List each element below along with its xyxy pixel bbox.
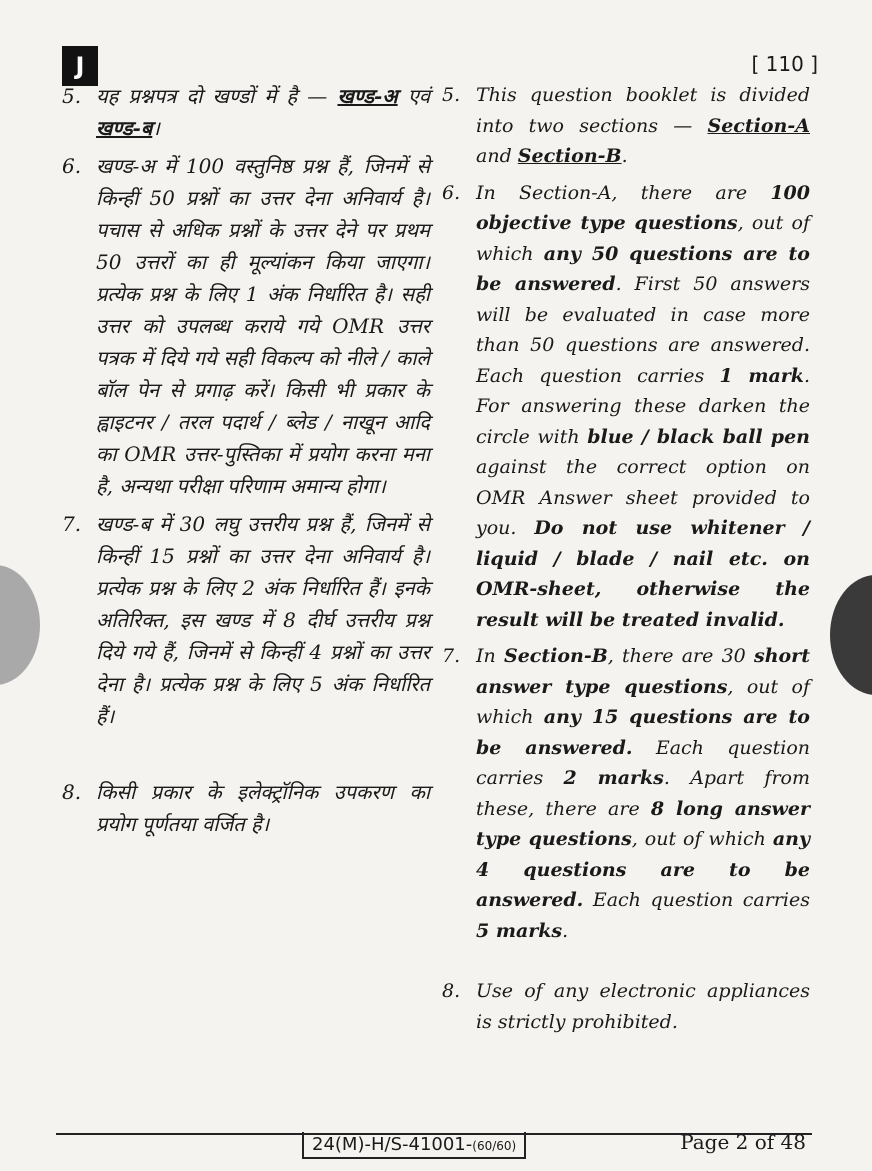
right-edge-shadow [830,575,872,695]
item-text: against the correct option on OMR Answer sheet provided to you. [476,456,810,539]
item-text: . Apart from these, there are [476,767,810,820]
item-text: । [152,116,160,140]
booklet-code-suffix: (60/60) [472,1139,517,1153]
item-number: 5. [62,84,82,108]
section-b-label: खण्ड-ब [96,116,153,140]
page-number-bracket: [ 110 ] [751,52,818,76]
item-text: This question booklet is divided into two sections — [476,84,810,137]
section-letter-badge: J [62,46,98,86]
item-text: , out of which [476,212,810,265]
bold-phrase: any 4 questions are to be answered. [476,828,811,911]
item-text: . [621,145,628,167]
item-text: , there are 30 [607,645,754,667]
bold-phrase: 2 marks [563,767,664,789]
bold-phrase: Section-B [503,645,608,667]
item-text: . For answering these darken the circle with [476,364,810,448]
item-text: किसी प्रकार के इलेक्ट्रॉनिक उपकरण का प्रयोग पूर्णतया वर्जित है। [96,780,430,836]
item-text: खण्ड-ब में 30 लघु उत्तरीय प्रश्न हैं, जिनमें से किन्हीं 15 प्रश्नों का उत्तर देना अनिवार्य है। प्रत्येक प्रश्न के लिए 2 अंक निर्धारित हैं। इनके अतिरिक्त, इस खण्ड में 8 दीर्घ उत्तरीय प्रश्न दिये गये हैं, जिनमें से किन्हीं 4 प्रश्नों का उत्तर देना है। प्रत्येक प्रश्न के लिए 5 अंक निर्धारित हैं। [96,512,430,728]
bold-phrase: Do not use whitener / liquid / blade / nail etc. on OMR-sheet, otherwise the result will be treated invalid. [476,517,810,631]
item-text: . [562,919,569,942]
english-item-8 [442,976,810,1037]
bold-phrase: 100 objective type questions [476,181,810,234]
spacer [62,738,430,776]
bold-phrase: any 50 questions are to be answered [476,242,810,295]
bold-phrase: 8 long answer type questions [476,797,811,850]
section-a-label: खण्ड-अ [337,84,398,108]
item-text: एवं [397,84,430,108]
english-item-7 [442,641,810,946]
item-text: खण्ड-अ में 100 वस्तुनिष्ठ प्रश्न हैं, जिनमें से किन्हीं 50 प्रश्नों का उत्तर देना अनिवार्य है। पचास से अधिक प्रश्नों के उत्तर देने पर प्रथम 50 उत्तरों का ही मूल्यांकन किया जाएगा। प्रत्येक प्रश्न के लिए 1 अंक निर्धारित है। सही उत्तर को उपलब्ध कराये गये OMR उत्तर पत्रक में दिये गये सही विकल्प को नीले / काले बॉल पेन से प्रगाढ़ करें। किसी भी प्रकार के ह्वाइटनर / तरल पदार्थ / ब्लेड / नाखून आदि का OMR उत्तर-पुस्तिका में प्रयोग करना मना है, अन्यथा परीक्षा परिणाम अमान्य होगा। [96,154,430,498]
item-text: . First 50 answers will be evaluated in case more than 50 questions are answered. Each question carries [476,273,811,387]
item-text: In [476,645,504,667]
item-text: , out of which [631,828,773,850]
english-instructions-column [442,80,810,1043]
item-text: In Section-A, there are [476,181,771,204]
item-text: Use of any electronic appliances is strictly prohibited. [476,980,810,1033]
item-number: 8. [62,780,82,804]
hindi-item-5 [62,80,430,144]
hindi-item-6 [62,150,430,502]
section-b-label: Section-B [517,145,622,167]
item-number: 7. [442,645,461,667]
section-a-label: Section-A [707,114,810,137]
item-number: 6. [62,154,82,178]
hindi-item-8 [62,776,430,840]
item-number: 8. [442,980,461,1002]
english-item-6 [442,178,810,636]
item-text: यह प्रश्नपत्र दो खण्डों में है — [96,84,338,108]
english-item-5 [442,80,810,172]
item-text: and [476,145,518,167]
item-text: Each question carries [583,889,810,911]
bold-phrase: any 15 questions are to be answered. [476,706,810,759]
bold-phrase: blue / black ball pen [587,425,810,448]
page-label: Page 2 of 48 [680,1130,806,1154]
bold-phrase: 5 marks [476,919,563,942]
item-number: 5. [442,84,461,106]
item-number: 6. [442,181,461,204]
item-text: , out of which [476,675,810,728]
booklet-code-text: 24(M)-H/S-41001- [312,1134,473,1155]
bold-phrase: 1 mark [719,364,804,387]
booklet-code [302,1132,526,1159]
item-number: 7. [62,512,82,536]
hindi-instructions-column [62,80,430,846]
hindi-item-7 [62,508,430,732]
spacer [442,952,810,976]
item-text: Each question carries [476,736,810,789]
left-edge-shadow [0,565,40,685]
bold-phrase: short answer type questions [476,645,810,698]
